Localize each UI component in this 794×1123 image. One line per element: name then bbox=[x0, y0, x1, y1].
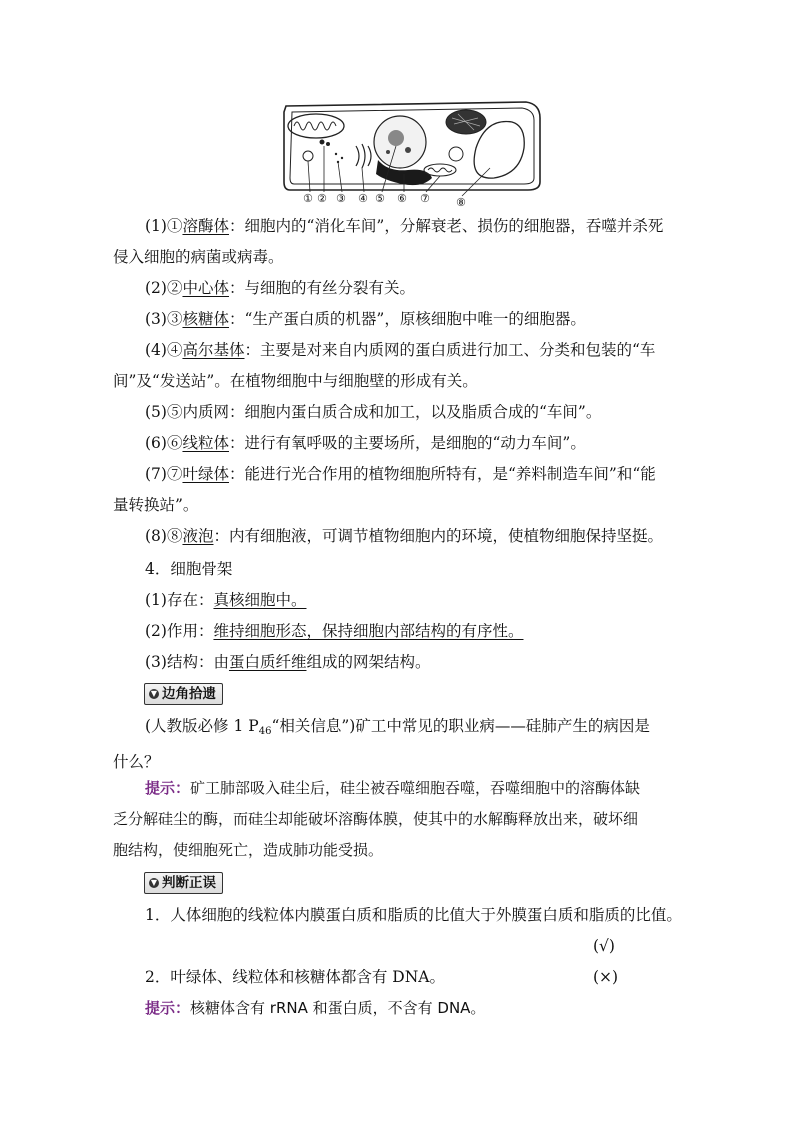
figure-label-1: ① bbox=[303, 192, 313, 205]
judge-hint: 提示：核糖体含有 rRNA 和蛋白质，不含有 DNA。 bbox=[145, 999, 486, 1017]
figure-label-8: ⑧ bbox=[456, 196, 466, 208]
figure-label-6: ⑥ bbox=[397, 192, 407, 205]
judge-q2-mark: (×) bbox=[593, 968, 619, 986]
judge-badge bbox=[144, 872, 223, 894]
judge-q1: 1．人体细胞的线粒体内膜蛋白质和脂质的比值大于外膜蛋白质和脂质的比值。 bbox=[145, 906, 682, 924]
chevron-down-icon: ▼ bbox=[150, 689, 158, 698]
corner-badge bbox=[144, 683, 223, 705]
judge-q1-mark: (√) bbox=[593, 937, 615, 955]
item-lysosome: (1)①溶酶体：细胞内的“消化车间”，分解衰老、损伤的细胞器，吞噬并杀死 侵入细胞的病菌或病毒。 bbox=[113, 217, 664, 266]
figure-label-2: ② bbox=[317, 192, 327, 205]
item-er: (5)⑤内质网：细胞内蛋白质合成和加工，以及脂质合成的“车间”。 bbox=[145, 403, 602, 421]
item-mitochondria: (6)⑥线粒体：进行有氧呼吸的主要场所，是细胞的“动力车间”。 bbox=[145, 434, 586, 452]
corner-badge-label: 边角拾遗 bbox=[162, 686, 216, 702]
corner-hint: 提示：矿工肺部吸入硅尘后，硅尘被吞噬细胞吞噬，吞噬细胞中的溶酶体缺 乏分解硅尘的酶，而硅尘却能破坏溶酶体膜，使其中的水解酶释放出来，破坏细 胞结构，使细胞死亡，造成肺功能受损。 bbox=[113, 779, 641, 859]
item-golgi: (4)④高尔基体：主要是对来自内质网的蛋白质进行加工、分类和包装的“车 间”及“发送站”。在植物细胞中与细胞壁的形成有关。 bbox=[113, 341, 656, 390]
chevron-down-icon: ▼ bbox=[150, 878, 158, 887]
figure-label-5: ⑤ bbox=[375, 192, 385, 205]
figure-label-3: ③ bbox=[336, 192, 346, 205]
item-ribosome: (3)③核糖体：“生产蛋白质的机器”，原核细胞中唯一的细胞器。 bbox=[145, 310, 586, 328]
figure-label-4: ④ bbox=[358, 192, 368, 205]
figure-label-7: ⑦ bbox=[420, 192, 430, 205]
cytoskeleton-structure: (3)结构：由蛋白质纤维组成的网架结构。 bbox=[145, 653, 431, 671]
item-centrosome: (2)②中心体：与细胞的有丝分裂有关。 bbox=[145, 279, 416, 297]
corner-question: (人教版必修 1 $P_{46}“$相关信息”)矿工中常见的职业病——硅肺产生的病因是 什么？ bbox=[113, 717, 650, 771]
cytoskeleton-heading: 4．细胞骨架 bbox=[145, 560, 233, 578]
judge-q2: 2．叶绿体、线粒体和核糖体都含有 DNA。 bbox=[145, 968, 445, 986]
item-vacuole: (8)⑧液泡：内有细胞液，可调节植物细胞内的环境，使植物细胞保持坚挺。 bbox=[145, 527, 664, 545]
cytoskeleton-function: (2)作用：维持细胞形态，保持细胞内部结构的有序性。 bbox=[145, 622, 524, 640]
cytoskeleton-exist: (1)存在：真核细胞中。 bbox=[145, 591, 307, 609]
item-chloroplast: (7)⑦叶绿体：能进行光合作用的植物细胞所特有，是“养料制造车间”和“能 量转换站”。 bbox=[113, 465, 656, 514]
plant-cell-figure bbox=[278, 98, 548, 208]
judge-badge-label: 判断正误 bbox=[162, 875, 216, 891]
